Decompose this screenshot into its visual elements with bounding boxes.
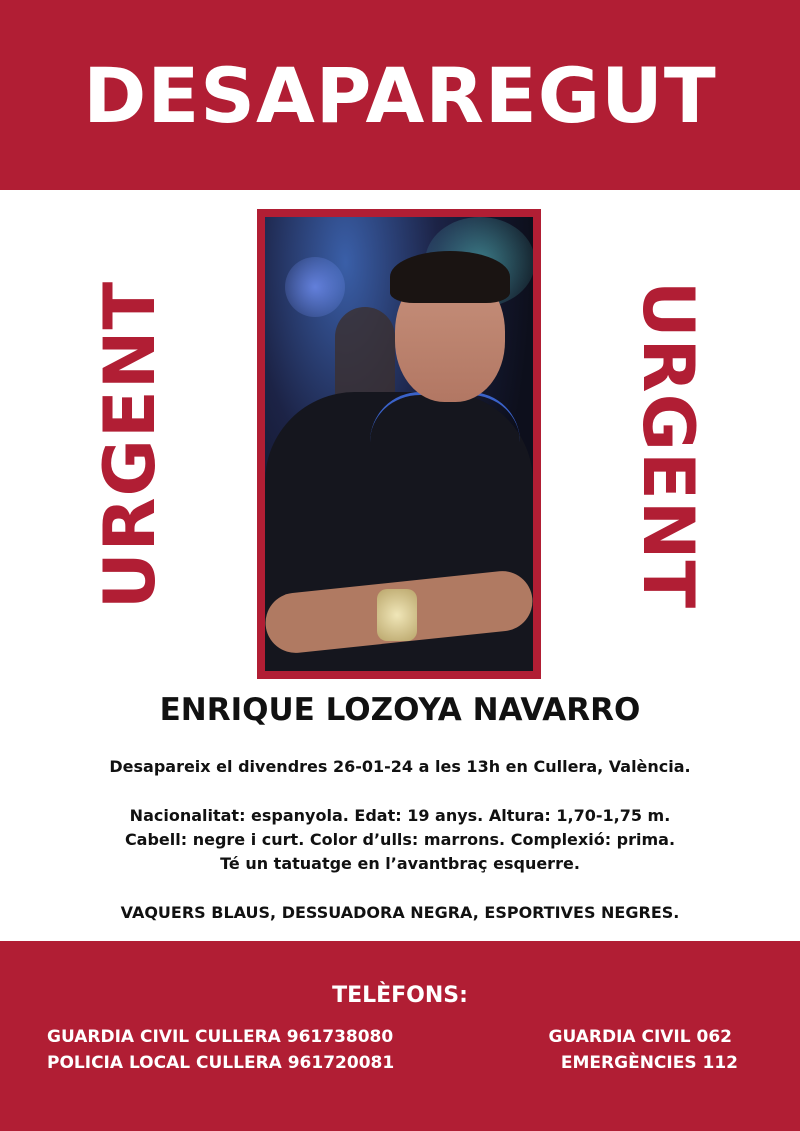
contact-emergencies: EMERGÈNCIES 112	[560, 1053, 738, 1073]
contact-policia-local-cullera: POLICIA LOCAL CULLERA 961720081	[47, 1053, 395, 1073]
urgent-label-left	[89, 280, 172, 610]
details-line: Cabell: negre i curt. Color d’ulls: marrons. Complexió: prima.	[124, 830, 676, 849]
urgent-text-left: URGENT	[89, 280, 172, 610]
top-banner	[0, 0, 800, 190]
details-line: Nacionalitat: espanyola. Edat: 19 anys. Altura: 1,70-1,75 m.	[129, 806, 671, 825]
person-name: ENRIQUE LOZOYA NAVARRO	[159, 692, 641, 728]
person-hair	[390, 251, 510, 303]
clothing-line: VAQUERS BLAUS, DESSUADORA NEGRA, ESPORTIVES NEGRES.	[120, 903, 680, 922]
urgent-text-right: URGENT	[627, 280, 710, 610]
club-light	[285, 257, 345, 317]
contact-guardia-civil-cullera: GUARDIA CIVIL CULLERA 961738080	[47, 1027, 394, 1047]
wristwatch	[377, 589, 417, 641]
photo-frame	[257, 209, 541, 679]
missing-date-line: Desapareix el divendres 26-01-24 a les 13h en Cullera, València.	[109, 757, 691, 776]
bottom-banner	[0, 941, 800, 1131]
missing-person-photo	[265, 217, 533, 671]
poster-title: DESAPAREGUT	[83, 50, 717, 140]
urgent-label-right	[627, 280, 710, 610]
contact-guardia-civil: GUARDIA CIVIL 062	[548, 1027, 732, 1047]
details-line: Té un tatuatge en l’avantbraç esquerre.	[220, 854, 580, 873]
phones-title: TELÈFONS:	[332, 983, 468, 1008]
